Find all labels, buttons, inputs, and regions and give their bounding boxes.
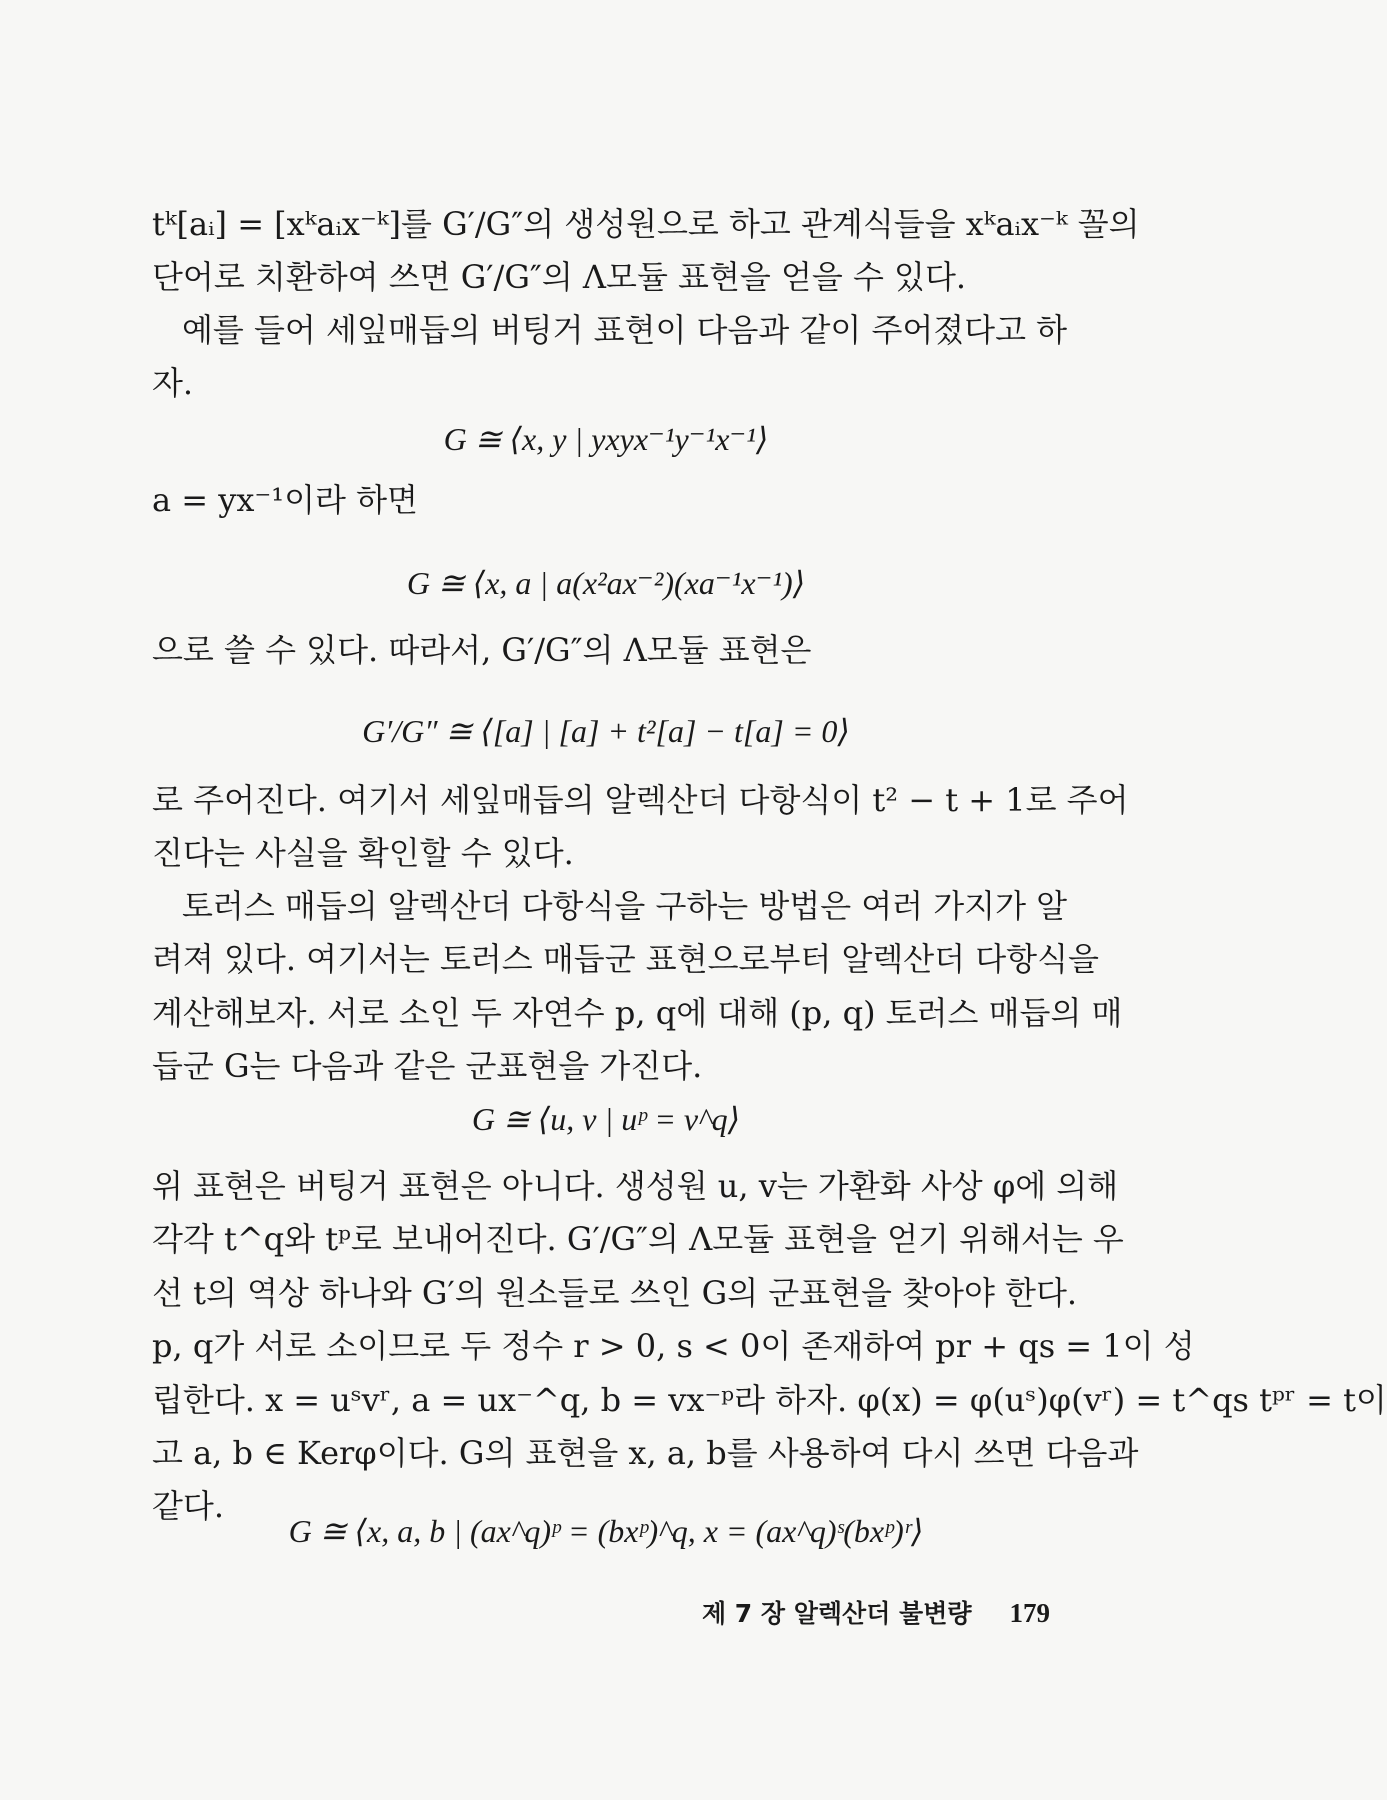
paragraph-4 — [152, 880, 1123, 1094]
equation-5: G ≅ ⟨x, a, b | (ax^q)ᵖ = (bxᵖ)^q, x = (ax^q)ˢ(bxᵖ)ʳ⟩ — [288, 1513, 924, 1549]
text-line: 위 표현은 버팅거 표현은 아니다. 생성원 u, v는 가환화 사상 φ에 의해 — [152, 1167, 1119, 1205]
text-line: 립한다. x = uˢvʳ, a = ux⁻^q, b = vx⁻ᵖ라 하자. φ(x) = φ(uˢ)φ(vʳ) = t^qs tᵖʳ = t이 — [152, 1380, 1387, 1419]
equation-2: G ≅ ⟨x, a | a(x²ax⁻²)(xa⁻¹x⁻¹)⟩ — [406, 565, 806, 601]
page-footer — [702, 1594, 1050, 1630]
text-line: 계산해보자. 서로 소인 두 자연수 p, q에 대해 (p, q) 토러스 매듭의 매 — [152, 993, 1123, 1032]
text-line: 려져 있다. 여기서는 토러스 매듭군 표현으로부터 알렉산더 다항식을 — [152, 940, 1099, 979]
text-line: 같다. — [152, 1487, 224, 1526]
paragraph-2 — [152, 304, 1068, 411]
text-line: 진다는 사실을 확인할 수 있다. — [152, 834, 574, 873]
page-number: 179 — [1009, 1598, 1050, 1628]
text-line: 듭군 G는 다음과 같은 군표현을 가진다. — [152, 1047, 703, 1086]
text-line: p, q가 서로 소이므로 두 정수 r > 0, s < 0이 존재하여 pr + qs = 1이 성 — [152, 1327, 1195, 1366]
text-line: a = yx⁻¹이라 하면 — [152, 481, 418, 519]
text-line: 예를 들어 세잎매듭의 버팅거 표현이 다음과 같이 주어졌다고 하 — [182, 311, 1068, 349]
text-line: 자. — [152, 364, 194, 403]
text-line: 토러스 매듭의 알렉산더 다항식을 구하는 방법은 여러 가지가 알 — [182, 887, 1068, 925]
text-line: 로 주어진다. 여기서 세잎매듭의 알렉산더 다항식이 t² − t + 1로 주어 — [152, 781, 1129, 819]
text-line: 단어로 치환하여 쓰면 G′/G″의 Λ모듈 표현을 얻을 수 있다. — [152, 258, 967, 297]
text-line: 으로 쓸 수 있다. 따라서, G′/G″의 Λ모듈 표현은 — [152, 631, 812, 669]
text-line: 선 t의 역상 하나와 G′의 원소들로 쓰인 G의 군표현을 찾아야 한다. — [152, 1273, 1078, 1312]
text-line: 각각 t^q와 tᵖ로 보내어진다. G′/G″의 Λ모듈 표현을 얻기 위해서는 우 — [152, 1220, 1124, 1259]
equation-4: G ≅ ⟨u, v | uᵖ = v^q⟩ — [471, 1101, 741, 1137]
paragraph-5 — [152, 1160, 1387, 1534]
text-line: tᵏ[aᵢ] = [xᵏaᵢx⁻ᵏ]를 G′/G″의 생성원으로 하고 관계식들을 xᵏaᵢx⁻ᵏ 꼴의 — [152, 205, 1140, 243]
equation-1: G ≅ ⟨x, y | yxyx⁻¹y⁻¹x⁻¹⟩ — [443, 421, 769, 457]
chapter-title: 제 7 장 알렉산더 불변량 — [701, 1599, 972, 1628]
text-line: 고 a, b ∈ Kerφ이다. G의 표현을 x, a, b를 사용하여 다시 쓰면 다음과 — [152, 1433, 1139, 1472]
paragraph-3 — [152, 774, 1129, 881]
line-after-equation-2 — [152, 624, 1060, 677]
equation-3: G′/G″ ≅ ⟨[a] | [a] + t²[a] − t[a] = 0⟩ — [362, 713, 850, 749]
paragraph-1 — [152, 198, 1140, 305]
line-after-equation-1 — [152, 474, 1060, 527]
